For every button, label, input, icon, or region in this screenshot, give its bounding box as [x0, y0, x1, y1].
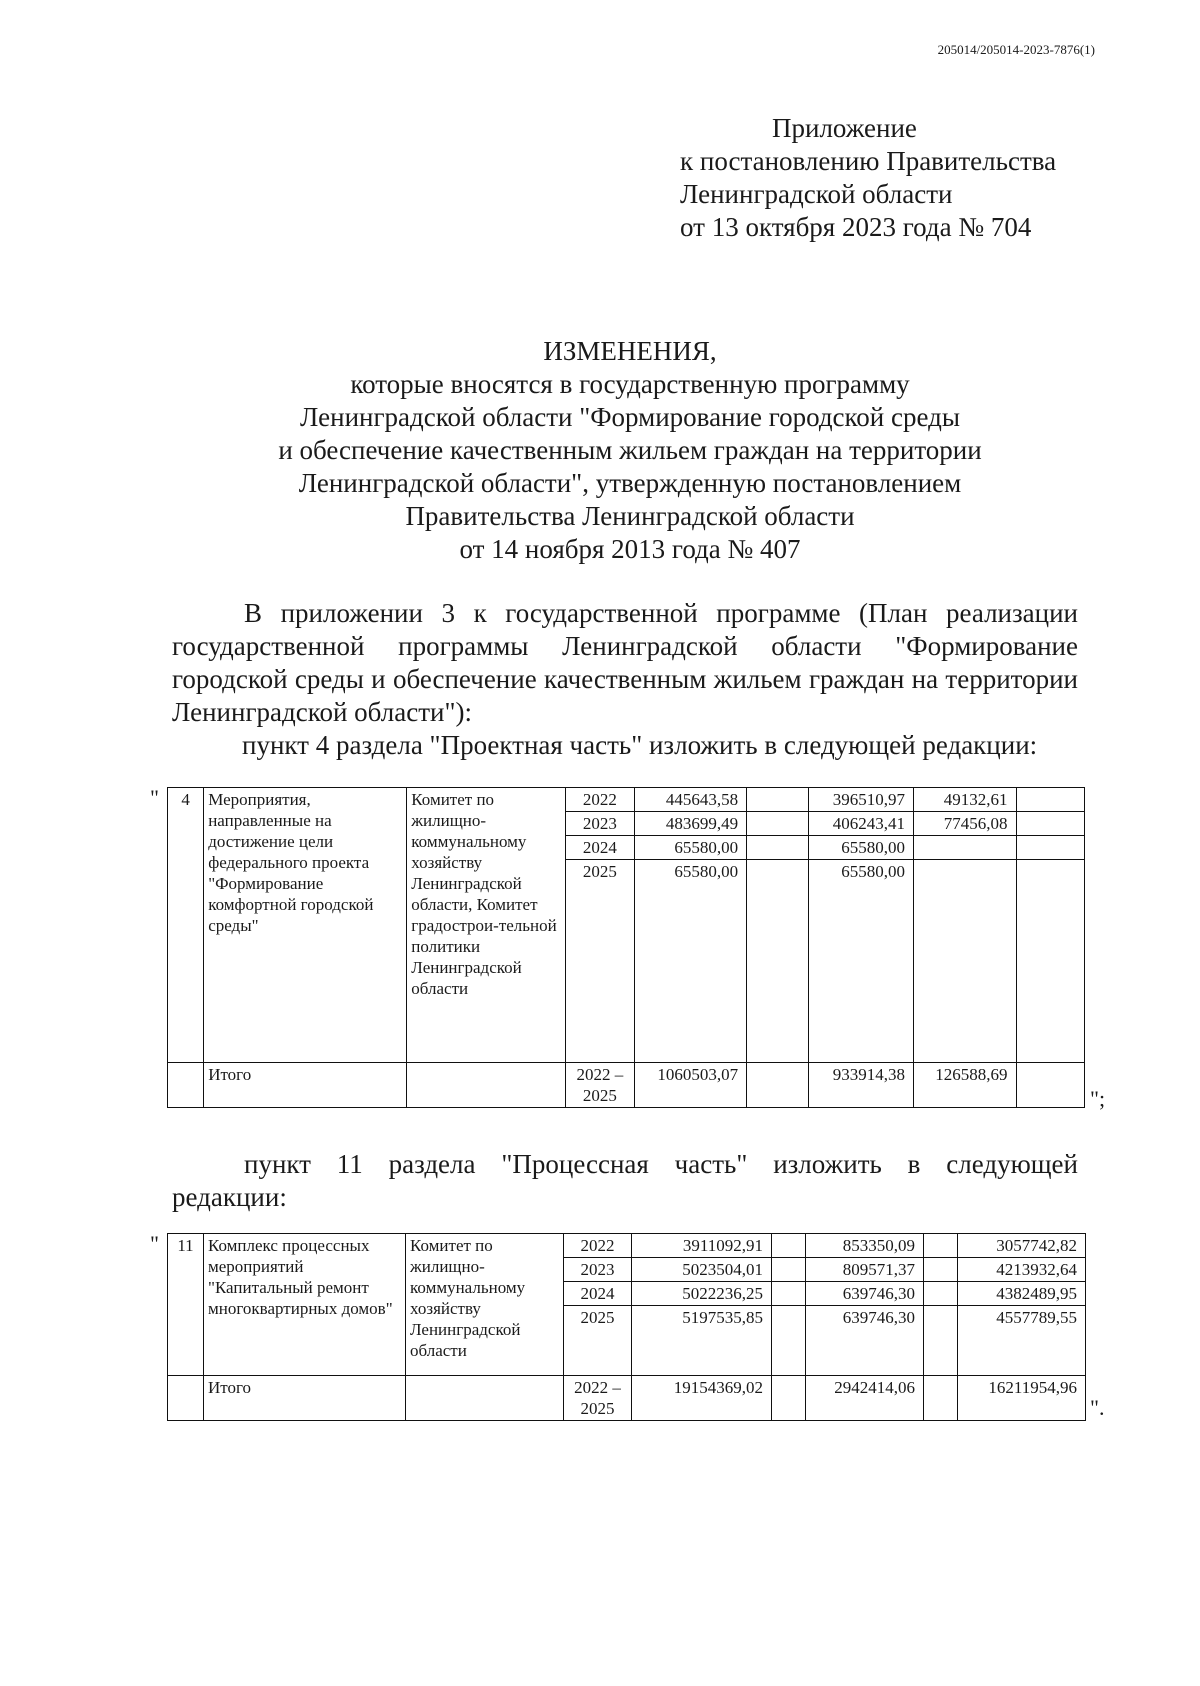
point11-line: пункт 11 раздела "Процессная часть" изложить в следующей	[244, 1149, 1078, 1179]
empty-cell	[924, 1234, 958, 1258]
empty-cell	[772, 1306, 806, 1376]
total-regional: 933914,38	[809, 1063, 914, 1108]
total-cell: 5023504,01	[632, 1258, 772, 1282]
executor: Комитет по жилищно-коммунальному хозяйству Ленинградской области	[406, 1234, 564, 1376]
total-label: Итого	[204, 1063, 407, 1108]
total-sum: 1060503,07	[634, 1063, 747, 1108]
total-local: 126588,69	[914, 1063, 1017, 1108]
total-label: Итого	[204, 1376, 406, 1421]
empty-cell	[747, 1063, 809, 1108]
empty-cell	[772, 1282, 806, 1306]
year-cell: 2024	[566, 836, 634, 860]
title-line: которые вносятся в государственную программу	[350, 369, 910, 399]
row-number: 11	[168, 1234, 204, 1376]
total-cell: 445643,58	[634, 788, 747, 812]
year-cell: 2025	[564, 1306, 632, 1376]
intro-paragraph: В приложении 3 к государственной программе (План реализации государственной программы Ленинградской области "Формирование городской среды и обеспечение качественным жильем граждан на территории Ленинградской области"):	[172, 598, 1078, 727]
open-quote: "	[150, 785, 159, 810]
other-cell: 4382489,95	[958, 1282, 1086, 1306]
year-cell: 2022	[564, 1234, 632, 1258]
other-cell: 3057742,82	[958, 1234, 1086, 1258]
total-years: 2022 – 2025	[566, 1063, 634, 1108]
document-title	[0, 335, 1200, 566]
appendix-line: от 13 октября 2023 года № 704	[680, 212, 1032, 242]
empty-cell	[747, 812, 809, 836]
total-other: 16211954,96	[958, 1376, 1086, 1421]
empty-cell	[747, 836, 809, 860]
project-table	[167, 787, 1085, 1108]
total-regional: 2942414,06	[806, 1376, 924, 1421]
total-cell: 483699,49	[634, 812, 747, 836]
year-cell: 2022	[566, 788, 634, 812]
other-cell: 4557789,55	[958, 1306, 1086, 1376]
appendix-line: Приложение	[772, 113, 917, 143]
appendix-block	[680, 112, 1056, 244]
title-line: и обеспечение качественным жильем граждан на территории	[278, 435, 982, 465]
regional-cell: 853350,09	[806, 1234, 924, 1258]
title-heading: ИЗМЕНЕНИЯ,	[543, 336, 717, 366]
process-table	[167, 1233, 1086, 1421]
empty-cell	[772, 1234, 806, 1258]
table-row	[168, 788, 1085, 812]
close-quote: ";	[1090, 1086, 1106, 1111]
empty-cell	[924, 1282, 958, 1306]
empty-cell	[924, 1306, 958, 1376]
total-cell: 5022236,25	[632, 1282, 772, 1306]
table-total-row	[168, 1063, 1085, 1108]
point11-line: редакции:	[172, 1182, 287, 1212]
row-number: 4	[168, 788, 204, 1063]
title-line: Правительства Ленинградской области	[405, 501, 855, 531]
local-cell	[914, 836, 1017, 860]
empty-cell	[406, 1376, 564, 1421]
total-years: 2022 – 2025	[564, 1376, 632, 1421]
total-sum: 19154369,02	[632, 1376, 772, 1421]
regional-cell: 639746,30	[806, 1306, 924, 1376]
empty-cell	[747, 860, 809, 1063]
empty-cell	[407, 1063, 566, 1108]
empty-cell	[168, 1063, 204, 1108]
empty-cell	[924, 1376, 958, 1421]
total-cell: 3911092,91	[632, 1234, 772, 1258]
total-cell: 65580,00	[634, 836, 747, 860]
regional-cell: 809571,37	[806, 1258, 924, 1282]
table-total-row	[168, 1376, 1086, 1421]
point4-instruction: пункт 4 раздела "Проектная часть" изложить в следующей редакции:	[242, 730, 1038, 760]
open-quote: "	[150, 1231, 159, 1256]
empty-cell	[168, 1376, 204, 1421]
title-line: от 14 ноября 2013 года № 407	[459, 534, 801, 564]
title-line: Ленинградской области", утвержденную постановлением	[298, 468, 962, 498]
empty-cell	[747, 788, 809, 812]
empty-cell	[1016, 860, 1084, 1063]
total-cell: 5197535,85	[632, 1306, 772, 1376]
local-cell: 49132,61	[914, 788, 1017, 812]
empty-cell	[1016, 788, 1084, 812]
year-cell: 2023	[564, 1258, 632, 1282]
other-cell: 4213932,64	[958, 1258, 1086, 1282]
total-cell: 65580,00	[634, 860, 747, 1063]
close-quote: ".	[1090, 1395, 1105, 1420]
year-cell: 2024	[564, 1282, 632, 1306]
local-cell: 77456,08	[914, 812, 1017, 836]
appendix-line: Ленинградской области	[680, 179, 953, 209]
point11-instruction	[172, 1148, 1078, 1214]
year-cell: 2025	[566, 860, 634, 1063]
empty-cell	[1016, 1063, 1084, 1108]
title-line: Ленинградской области "Формирование городской среды	[300, 402, 960, 432]
table-row	[168, 1234, 1086, 1258]
regional-cell: 406243,41	[809, 812, 914, 836]
empty-cell	[772, 1258, 806, 1282]
empty-cell	[1016, 812, 1084, 836]
empty-cell	[772, 1376, 806, 1421]
local-cell	[914, 860, 1017, 1063]
year-cell: 2023	[566, 812, 634, 836]
regional-cell: 396510,97	[809, 788, 914, 812]
regional-cell: 65580,00	[809, 860, 914, 1063]
measure-name: Мероприятия, направленные на достижение цели федерального проекта "Формирование комфортной городской среды"	[204, 788, 407, 1063]
regional-cell: 639746,30	[806, 1282, 924, 1306]
empty-cell	[1016, 836, 1084, 860]
document-number: 205014/205014-2023-7876(1)	[937, 42, 1095, 57]
appendix-line: к постановлению Правительства	[680, 146, 1057, 176]
regional-cell: 65580,00	[809, 836, 914, 860]
executor: Комитет по жилищно-коммунальному хозяйству Ленинградской области, Комитет градострои-тельной политики Ленинградской области	[407, 788, 566, 1063]
measure-name: Комплекс процессных мероприятий "Капитальный ремонт многоквартирных домов"	[204, 1234, 406, 1376]
empty-cell	[924, 1258, 958, 1282]
